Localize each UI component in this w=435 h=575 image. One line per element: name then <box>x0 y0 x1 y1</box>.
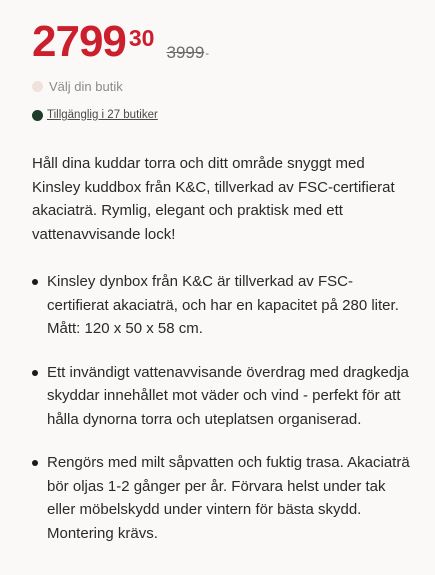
original-price: 3999 <box>166 43 205 62</box>
feature-item <box>32 270 412 341</box>
availability-link[interactable]: Tillgänglig i 27 butiker <box>47 109 158 121</box>
feature-text: Rengörs med milt såpvatten och fuktig trasa. Akaciaträ bör oljas 1-2 gånger per år. Förvara helst under tak eller möbelskydd under vintern för bästa skydd. Montering krävs. <box>47 454 410 542</box>
choose-store-label: Välj din butik <box>49 79 123 94</box>
feature-text: Kinsley dynbox från K&C är tillverkad av FSC-certifierat akaciaträ, och har en kapacitet på 280 liter. Mått: 120 x 50 x 58 cm. <box>47 273 399 337</box>
original-price-suffix: - <box>205 48 209 60</box>
feature-item <box>32 361 412 432</box>
availability-row <box>32 109 158 121</box>
price-block <box>32 17 209 70</box>
feature-item <box>32 451 412 545</box>
product-description: Håll dina kuddar torra och ditt område snyggt med Kinsley kuddbox från K&C, tillverkad av FSC-certifierat akaciaträ. Rymlig, elegant och praktisk med ett vattenavvisande lock! <box>32 155 395 243</box>
current-price: 2799 <box>32 17 126 66</box>
feature-list <box>32 270 412 565</box>
store-status-dot-icon <box>32 81 43 92</box>
bullet-icon <box>32 460 38 466</box>
availability-dot-icon <box>32 110 43 121</box>
bullet-icon <box>32 279 38 285</box>
feature-text: Ett invändigt vattenavvisande överdrag med dragkedja skyddar innehållet mot väder och vind - perfekt för att hålla dynorna torra och uteplatsen organiserad. <box>47 363 409 428</box>
current-price-cents: 30 <box>128 25 155 51</box>
bullet-icon <box>32 370 38 376</box>
choose-store-button[interactable] <box>32 79 123 94</box>
